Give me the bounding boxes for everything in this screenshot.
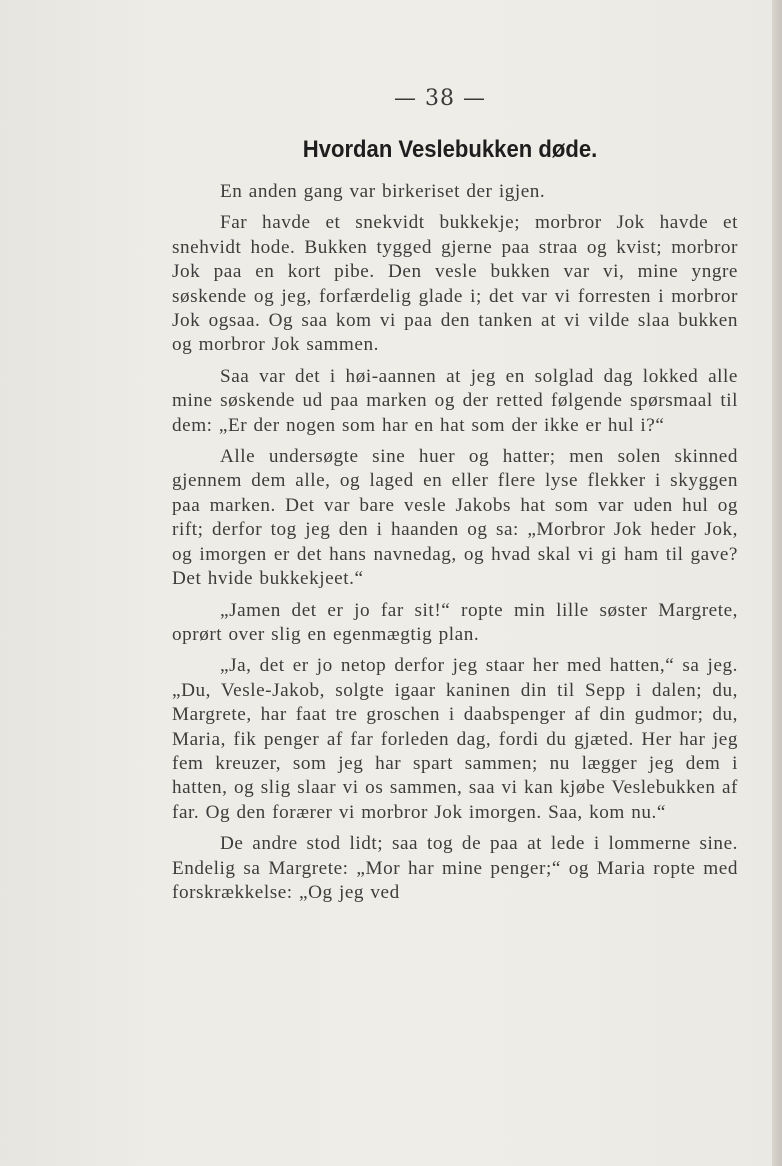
body-text — [172, 180, 738, 905]
page-edge-shadow — [772, 0, 782, 1166]
paragraph-2: Far havde et snekvidt bukkekje; morbror Jok havde et snehvidt hode. Bukken tygged gjerne paa straa og kvist; morbror Jok paa en kort pibe. Den vesle bukken var vi, mine yngre søskende og jeg, forfærdelig glade i; det var vi forresten i morbror Jok ogsaa. Og saa kom vi paa den tanken at vi vilde slaa bukken og morbror Jok sammen. — [172, 212, 738, 356]
paragraph-3: Saa var det i høi-aannen at jeg en solglad dag lokked alle mine søskende ud paa marken og der retted følgende spørsmaal til dem: „Er der nogen som har en hat som der ikke er hul i?“ — [172, 365, 738, 436]
paragraph-1: En anden gang var birkeriset der igjen. — [220, 181, 546, 202]
paragraph-6: „Ja, det er jo netop derfor jeg staar her med hatten,“ sa jeg. „Du, Vesle-Jakob, solgte igaar kaninen din til Sepp i dalen; du, Margrete, har faat tre groschen i daabspenger af din gudmor; du, Maria, fik penger af far forleden dag, fordi du gjæted. Her har jeg fem kreuzer, som jeg har spart sammen; nu lægger jeg dem i hatten, og slig slaar vi os sammen, saa vi kan kjøbe Veslebukken af far. Og den forærer vi morbror Jok imorgen. Saa, kom nu.“ — [172, 655, 738, 823]
paragraph-7: De andre stod lidt; saa tog de paa at lede i lommerne sine. Endelig sa Margrete: „Mor har mine penger;“ og Maria ropte med forskrækkelse: „Og jeg ved — [172, 833, 738, 903]
paragraph-4: Alle undersøgte sine huer og hatter; men solen skinned gjennem dem alle, og laged en eller flere lyse flekker i skyggen paa marken. Det var bare vesle Jakobs hat som var uden hul og rift; derfor tog jeg den i haanden og sa: „Morbror Jok heder Jok, og imorgen er det hans navnedag, og hvad skal vi gi ham til gave? Det hvide bukkekjeet.“ — [172, 446, 738, 590]
chapter-title: Hvordan Veslebukken døde. — [302, 136, 598, 163]
page-number: — 38 — — [394, 86, 486, 111]
paragraph-5: „Jamen det er jo far sit!“ ropte min lille søster Margrete, oprørt over slig en egenmægtig plan. — [172, 599, 738, 645]
